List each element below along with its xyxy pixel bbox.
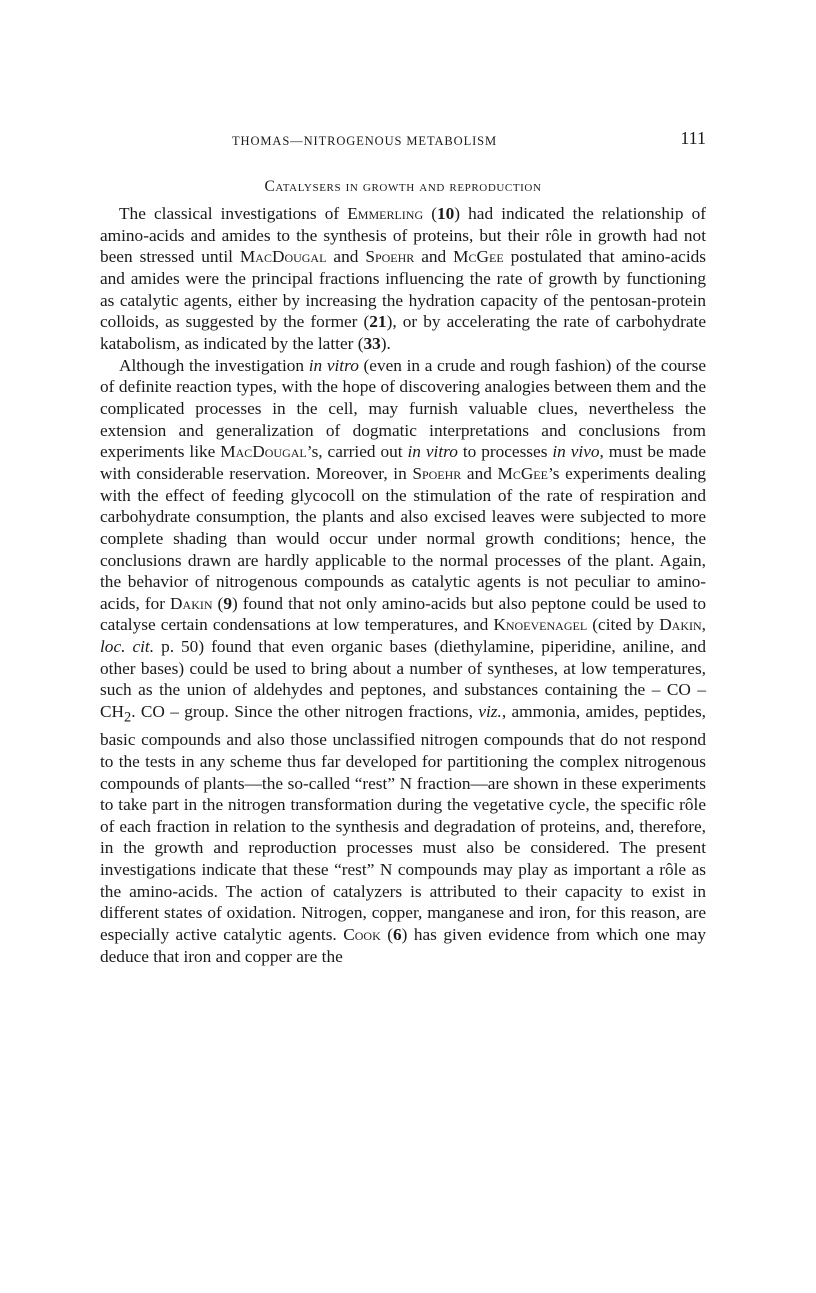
body-text <box>100 203 706 967</box>
paragraph-1: The classical investigations of Emmerling (10) had indicated the relationship of amino-acids and amides to the synthesis of proteins, but their rôle in growth had not been stressed until MacDougal and Spoehr and McGee postulated that amino-acids and amides were the principal fractions influencing the rate of growth by functioning as catalytic agents, either by increasing the hydration capacity of the pentosan-protein colloids, as suggested by the former (21), or by accelerating the rate of carbohydrate katabolism, as indicated by the latter (33). <box>100 204 706 353</box>
page-number: 111 <box>680 128 706 148</box>
page <box>100 128 706 967</box>
page-header <box>100 128 706 152</box>
section-heading: Catalysers in growth and reproduction <box>264 178 542 195</box>
running-title: THOMAS—NITROGENOUS METABOLISM <box>232 134 498 148</box>
paragraph-2: Although the investigation in vitro (even in a crude and rough fashion) of the course of definite reaction types, with the hope of discovering analogies between them and the complicated processes in the cell, may furnish valuable clues, nevertheless the extension and generalization of dogmatic interpretations and conclusions from experiments like MacDougal’s, carried out in vitro to processes in vivo, must be made with considerable reservation. Moreover, in Spoehr and McGee’s experiments dealing with the effect of feeding glycocoll on the stimulation of the rate of respiration and carbohydrate consumption, the plants and also excised leaves were subjected to more complete shading than would occur under normal growth conditions; hence, the conclusions drawn are hardly applicable to the normal processes of the plant. Again, the behavior of nitrogenous compounds as catalytic agents is not peculiar to amino-acids, for Dakin (9) found that not only amino-acids but also peptone could be used to catalyse certain condensations at low temperatures, and Knoevenagel (cited by Dakin, loc. cit. p. 50) found that even organic bases (diethylamine, piperidine, aniline, and other bases) could be used to bring about a number of syntheses, at low temperatures, such as the union of aldehydes and peptones, and substances containing the – CO – $CH_2$. CO – group. Since the other nitrogen fractions, viz., ammonia, amides, peptides, basic compounds and also those unclassified nitrogen compounds that do not respond to the tests in any scheme thus far developed for partitioning the complex nitrogenous compounds of plants—the so-called “rest” N fraction—are shown in these experiments to take part in the nitrogen transformation during the vegetative cycle, the specific rôle of each fraction in relation to the synthesis and degradation of proteins, and, therefore, in the growth and reproduction processes must also be considered. The present investigations indicate that these “rest” N compounds may play as important a rôle as the amino-acids. The action of catalyzers is attributed to their capacity to exist in different states of oxidation. Nitrogen, copper, manganese and iron, for this reason, are especially active catalytic agents. Cook (6) has given evidence from which one may deduce that iron and copper are the <box>100 355 707 966</box>
